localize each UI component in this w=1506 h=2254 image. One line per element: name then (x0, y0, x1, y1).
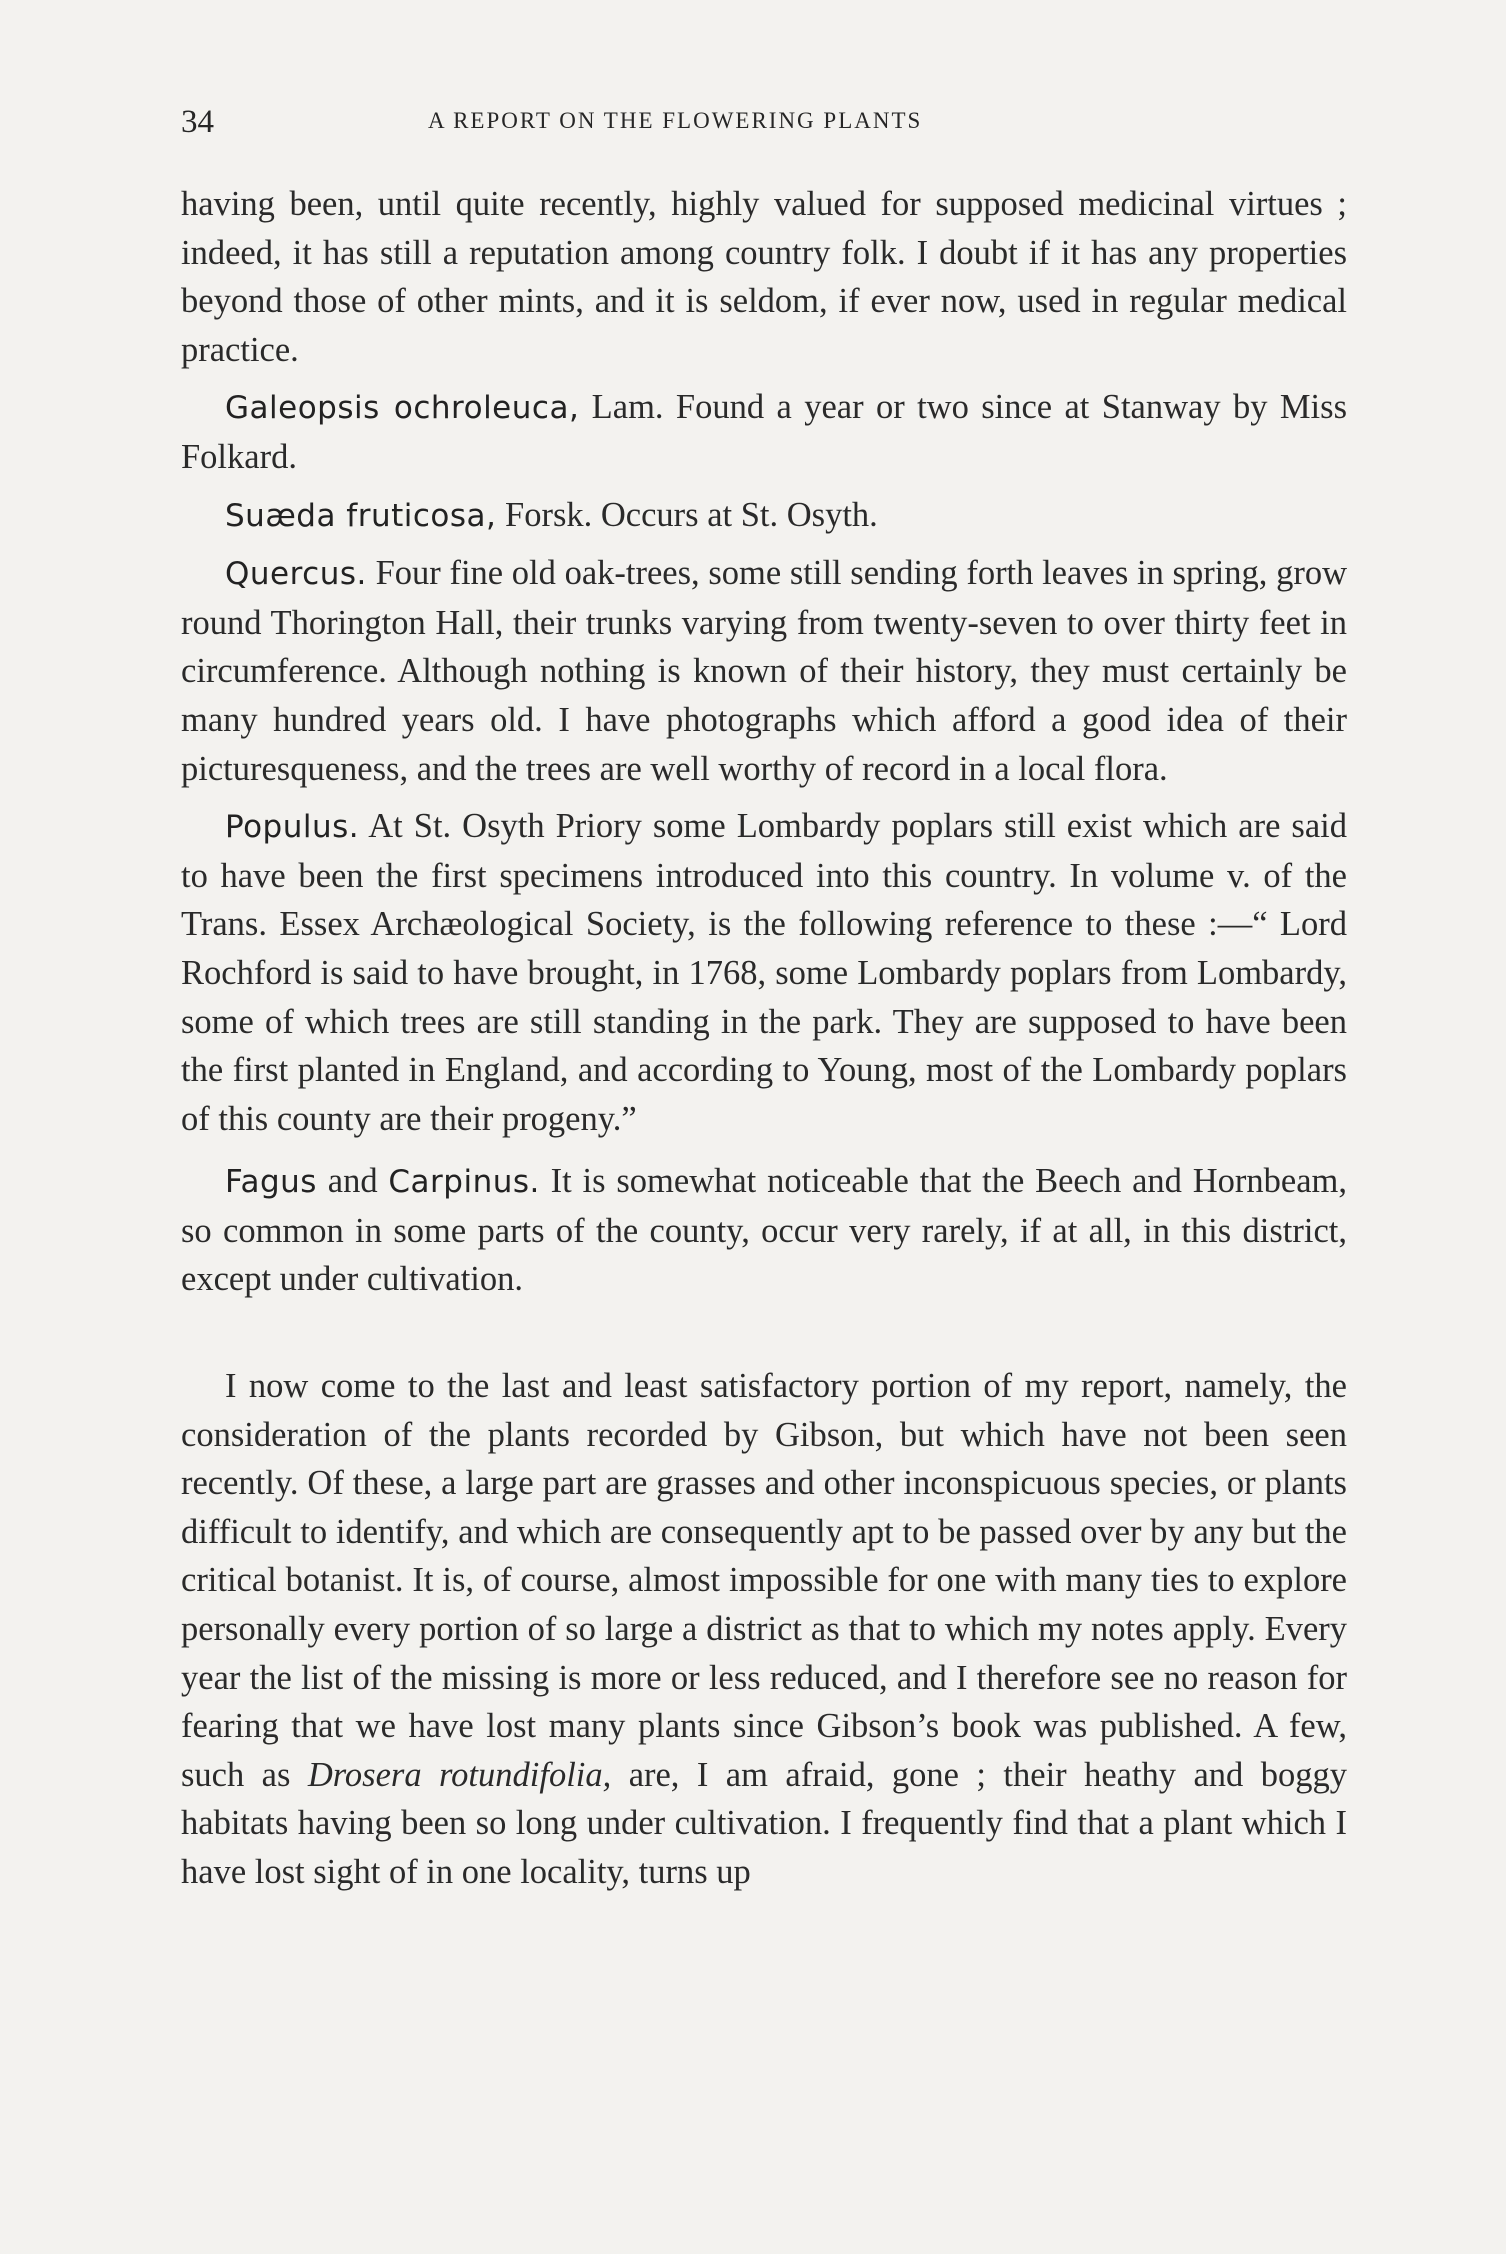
paragraph-text: At St. Osyth Priory some Lombardy poplars still exist which are said to have been the first specimens introduced into this country. In volume v. of the Trans. Essex Archæological Society, is the following reference to these :—“ Lord Rochford is said to have brought, in 1768, some Lombardy poplars from Lombardy, some of which trees are still standing in the park. They are supposed to have been the first planted in England, and according to Young, most of the Lombardy poplars of this county are their progeny.” (181, 807, 1347, 1138)
species-heading-quercus: Quercus. (225, 556, 367, 593)
paragraph-galeopsis (181, 383, 1347, 481)
paragraph-fagus-carpinus (181, 1157, 1347, 1304)
paragraph-text: Forsk. Occurs at St. Osyth. (496, 495, 878, 534)
species-heading-suaeda: Suæda fruticosa, (225, 497, 497, 534)
species-heading-carpinus: Carpinus. (388, 1164, 540, 1201)
paragraph-text: It is somewhat noticeable that the Beech and Hornbeam, so common in some parts of the county, occur very rarely, if at all, in this district, except under cultivation. (181, 1162, 1347, 1299)
paragraph-suaeda (181, 491, 1347, 541)
paragraph-text: Four fine old oak-trees, some still sending forth leaves in spring, grow round Thorington Hall, their trunks varying from twenty-seven to over thirty feet in circumference. Although nothing is known of their history, they must certainly be many hundred years old. I have photographs which afford a good idea of their picturesqueness, and the trees are well worthy of record in a local flora. (181, 554, 1347, 788)
page-number: 34 (181, 104, 214, 140)
species-heading-galeopsis: Galeopsis ochroleuca, (225, 390, 580, 427)
paragraph-quercus (181, 549, 1347, 793)
paragraph-text: I now come to the last and least satisfactory portion of my report, namely, the consideration of the plants recorded by Gibson, but which have not been seen recently. Of these, a large part are grasses and other inconspicuous species, or plants difficult to identify, and which are consequently apt to be passed over by any but the critical botanist. It is, of course, almost impossible for one with many ties to explore personally every portion of so large a district as that to which my notes apply. Every year the list of the missing is more or less reduced, and I therefore see no reason for fearing that we have lost many plants since Gibson’s book was published. A few, such as (181, 1367, 1347, 1794)
page-header (181, 104, 1347, 144)
paragraph-text: are, I am afraid, gone ; their heathy and boggy habitats having been so long under cultivation. I frequently find that a plant which I have lost sight of in one locality, turns up (181, 1755, 1347, 1891)
paragraph-text: and (316, 1162, 389, 1201)
paragraph-text: having been, until quite recently, highly valued for supposed medicinal virtues ; indeed, it has still a reputation among country folk. I doubt if it has any properties beyond those of other mints, and it is seldom, if ever now, used in regular medical practice. (181, 185, 1347, 369)
paragraph-missing-plants (181, 1362, 1347, 1897)
species-name-drosera: Drosera rotundifolia, (307, 1755, 612, 1794)
species-heading-populus: Populus. (225, 809, 360, 846)
body-text (181, 180, 1347, 1897)
paragraph-mint (181, 180, 1347, 374)
paragraph-populus (181, 802, 1347, 1143)
species-heading-fagus: Fagus (225, 1164, 317, 1201)
running-head: A REPORT ON THE FLOWERING PLANTS (428, 108, 923, 133)
paragraph-text: Lam. Found a year or two since at Stanway by Miss Folkard. (181, 388, 1347, 476)
